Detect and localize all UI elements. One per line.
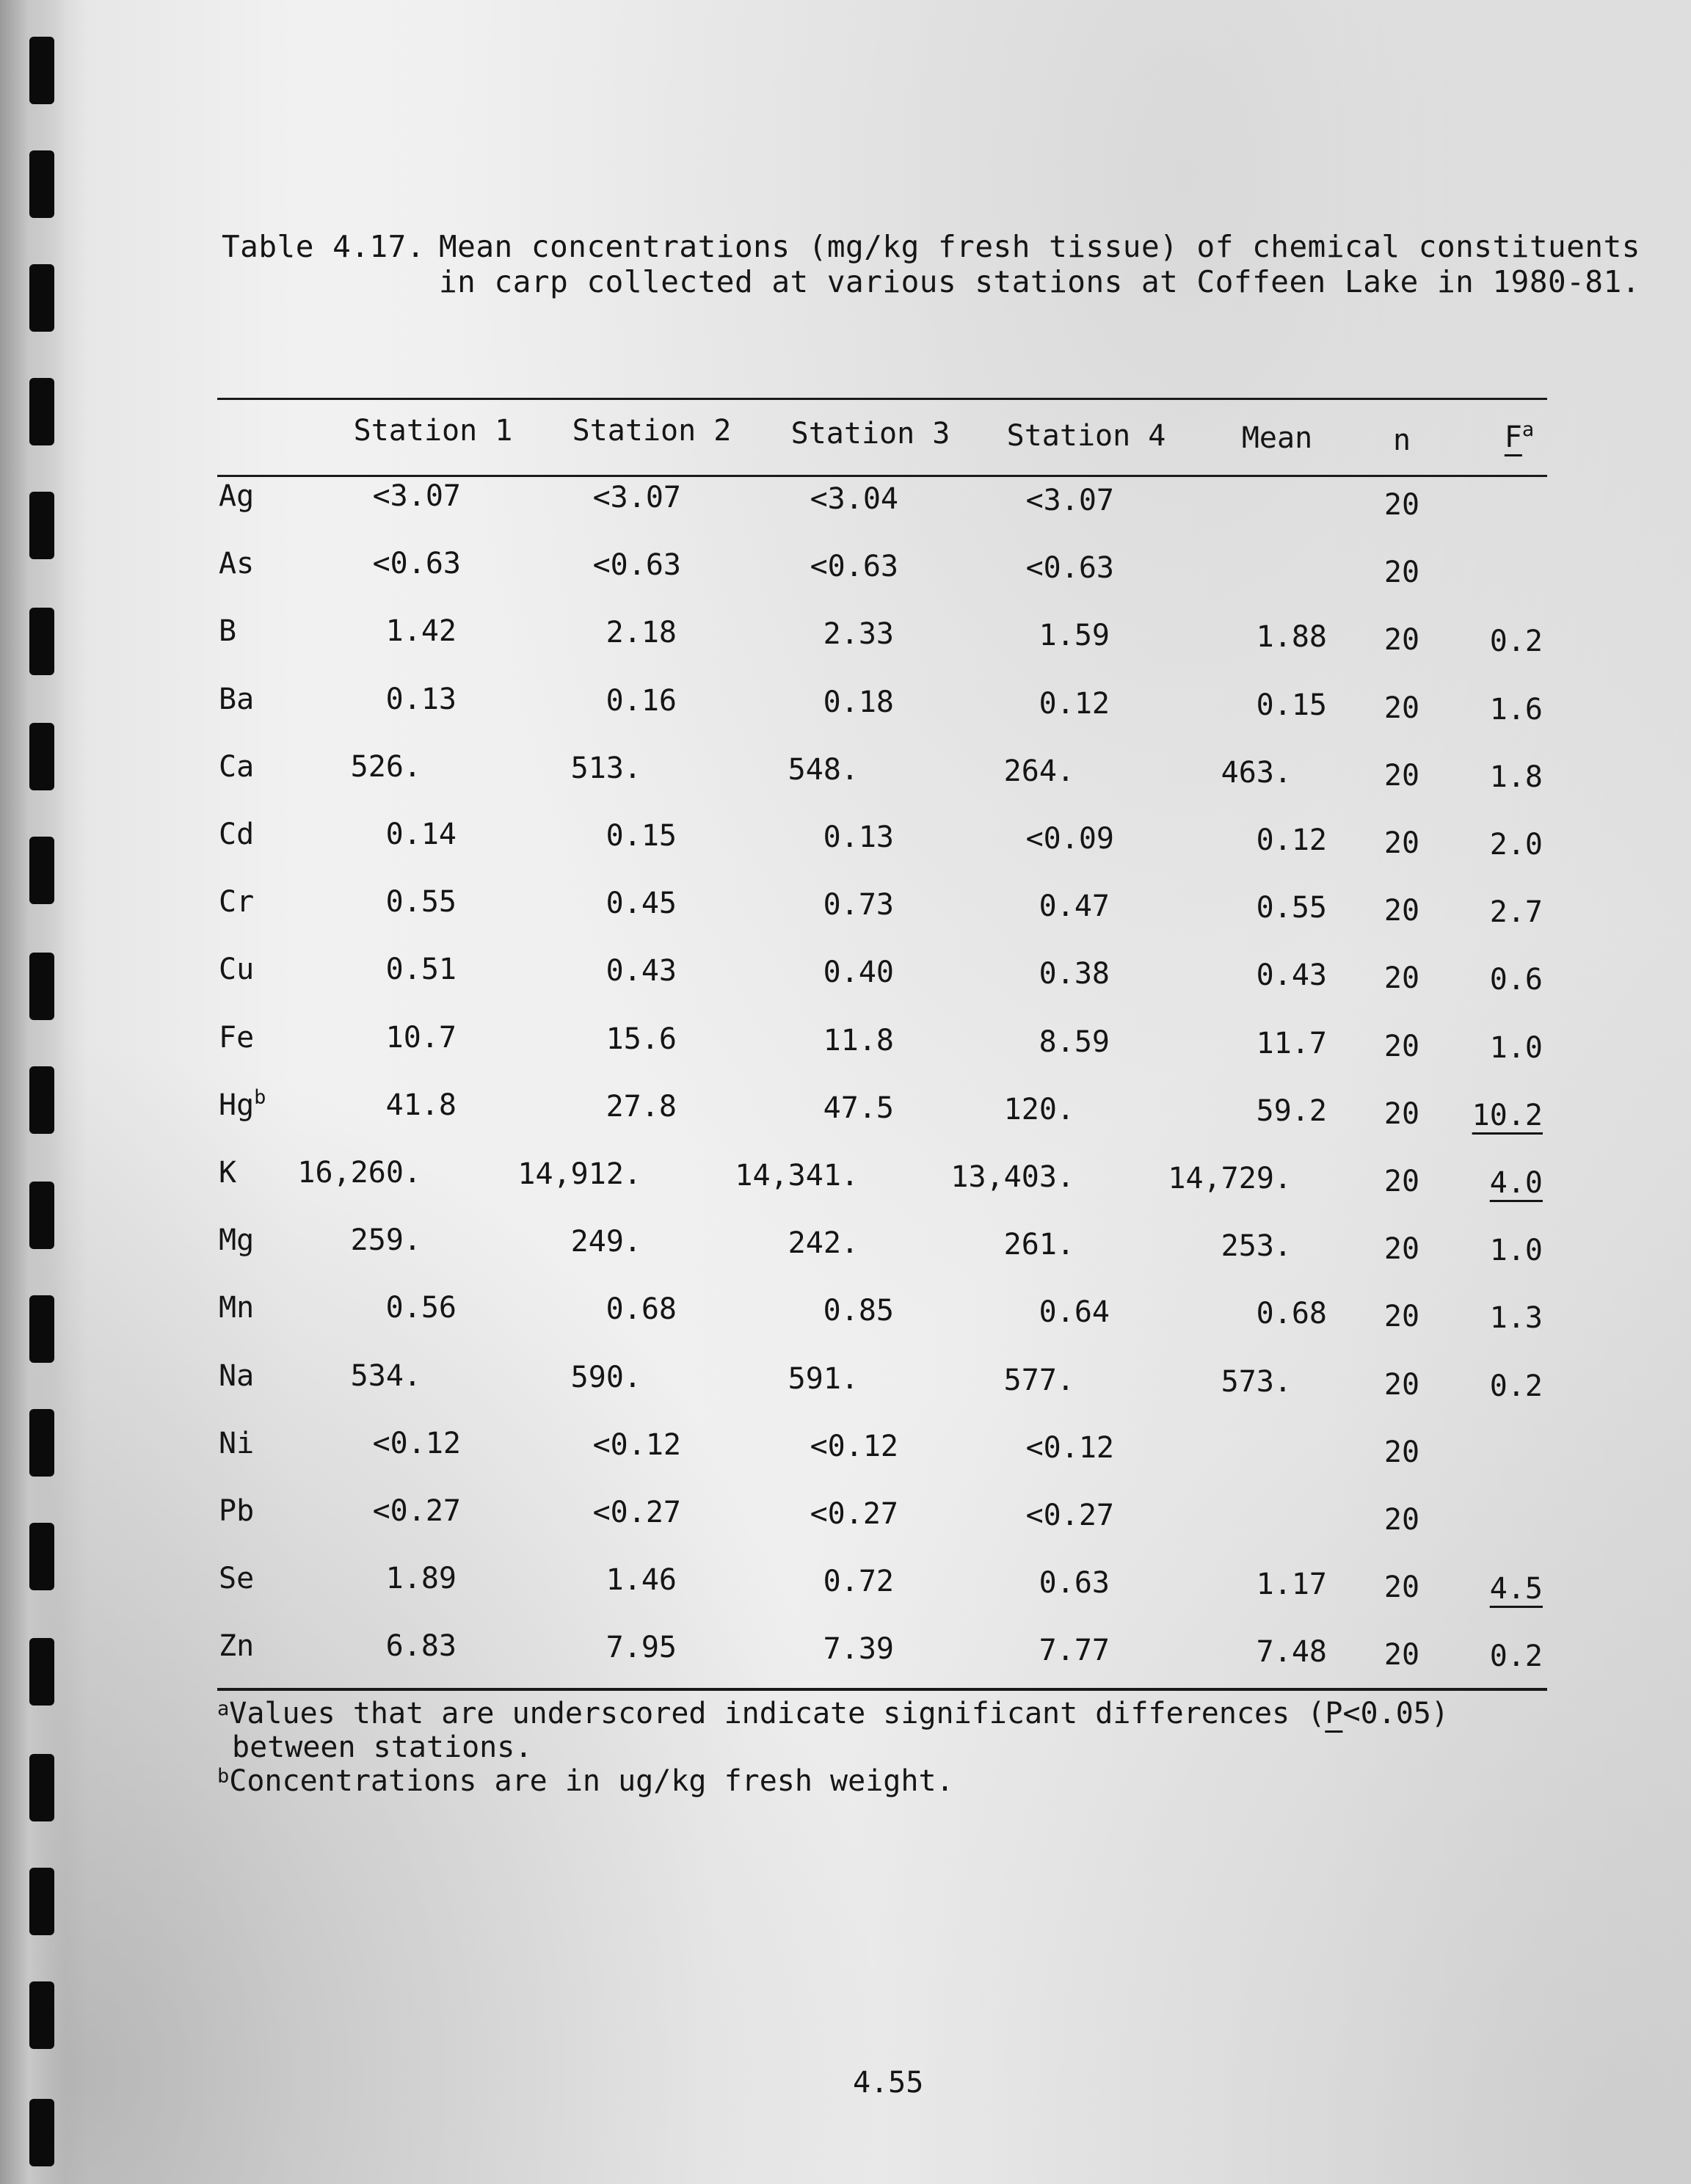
- header-f: [1483, 420, 1556, 455]
- cell-mean: 0.12: [1256, 823, 1327, 857]
- header-f-label: F: [1504, 421, 1522, 454]
- cell-station-2: 2.18: [606, 616, 677, 649]
- cell-station-4: 0.63: [1039, 1566, 1110, 1600]
- punch-hole: [29, 953, 54, 1020]
- punch-hole: [29, 37, 54, 104]
- cell-station-1: <0.27: [372, 1494, 461, 1528]
- cell-mean: 573.: [1221, 1365, 1292, 1399]
- cell-station-4: 8.59: [1039, 1025, 1110, 1059]
- cell-station-4: <3.07: [1025, 484, 1114, 517]
- cell-station-2: 27.8: [606, 1090, 677, 1124]
- cell-station-3: <0.63: [810, 550, 898, 583]
- caption-label: Table 4.17.: [222, 229, 426, 264]
- f-value: 1.0: [1489, 1234, 1543, 1267]
- table-top-rule: [217, 398, 1547, 400]
- header-station-4: Station 4: [1006, 419, 1166, 453]
- cell-station-2: 0.15: [606, 819, 677, 853]
- cell-station-3: 591.: [788, 1362, 859, 1396]
- cell-element: [219, 614, 236, 649]
- cell-mean: 0.43: [1256, 958, 1327, 992]
- cell-station-4: 0.38: [1039, 957, 1110, 991]
- cell-f: [1396, 692, 1543, 727]
- table-header-rule: [217, 475, 1547, 477]
- cell-station-2: <0.63: [592, 548, 681, 582]
- cell-mean: 59.2: [1256, 1094, 1327, 1128]
- element-symbol: K: [219, 1156, 237, 1190]
- cell-station-4: 264.: [1003, 754, 1074, 788]
- element-symbol: As: [219, 547, 255, 580]
- cell-station-3: 14,341.: [735, 1159, 859, 1193]
- header-station-1: Station 1: [353, 414, 513, 448]
- footnote-a-text-1: Values that are underscored indicate significant differences (: [229, 1697, 1325, 1730]
- f-value-significant: 4.0: [1489, 1166, 1543, 1200]
- cell-station-1: 534.: [350, 1359, 421, 1393]
- element-symbol: Mn: [219, 1291, 255, 1325]
- cell-station-2: 0.68: [606, 1292, 677, 1326]
- cell-station-1: 6.83: [385, 1629, 457, 1663]
- f-value: 1.8: [1489, 760, 1543, 794]
- cell-f: [1396, 1233, 1543, 1268]
- punch-hole: [29, 1754, 54, 1821]
- element-footnote-mark: b: [254, 1086, 266, 1109]
- cell-mean: 0.15: [1256, 688, 1327, 722]
- cell-station-2: 15.6: [606, 1022, 677, 1056]
- cell-n: 20: [1383, 1638, 1420, 1672]
- header-station-3: Station 3: [790, 417, 950, 451]
- cell-station-3: 548.: [788, 753, 859, 787]
- cell-station-4: 0.47: [1039, 889, 1110, 923]
- cell-n: 20: [1383, 1097, 1420, 1131]
- footnote-a: [217, 1697, 1449, 1730]
- element-symbol: Hg: [219, 1088, 255, 1122]
- cell-f: [1396, 1300, 1543, 1336]
- cell-station-3: 0.85: [823, 1294, 894, 1328]
- header-f-footnote-mark: a: [1521, 418, 1535, 441]
- cell-station-2: 0.45: [606, 887, 677, 920]
- cell-n: 20: [1383, 623, 1420, 657]
- punch-hole: [29, 2099, 54, 2166]
- cell-f: [1396, 1165, 1543, 1201]
- cell-station-2: <0.12: [592, 1428, 681, 1462]
- cell-n: 20: [1383, 759, 1420, 793]
- cell-station-4: <0.27: [1025, 1499, 1114, 1532]
- cell-station-3: <0.12: [810, 1430, 898, 1463]
- cell-station-3: <0.27: [810, 1497, 898, 1531]
- cell-station-2: 590.: [570, 1361, 641, 1394]
- cell-n: 20: [1383, 1503, 1420, 1537]
- cell-station-3: 0.72: [823, 1565, 894, 1598]
- f-value-significant: 4.5: [1489, 1572, 1543, 1606]
- footnote-a-line-2: between stations.: [232, 1730, 533, 1764]
- cell-station-3: 0.40: [823, 956, 894, 989]
- cell-station-2: <0.27: [592, 1496, 681, 1529]
- cell-station-2: 513.: [570, 751, 641, 785]
- cell-station-1: 16,260.: [297, 1156, 421, 1190]
- punch-hole: [29, 1182, 54, 1249]
- cell-f: [1396, 1571, 1543, 1606]
- cell-station-1: 10.7: [385, 1021, 457, 1055]
- f-value: 1.0: [1489, 1031, 1543, 1065]
- footnote-b-text: Concentrations are in ug/kg fresh weight.: [229, 1764, 954, 1798]
- cell-mean: 1.17: [1256, 1568, 1327, 1601]
- punch-hole: [29, 1868, 54, 1935]
- punch-hole: [29, 608, 54, 675]
- element-symbol: Pb: [219, 1494, 255, 1528]
- cell-station-1: <3.07: [372, 479, 461, 513]
- cell-station-2: 249.: [570, 1225, 641, 1259]
- element-symbol: Na: [219, 1359, 255, 1393]
- cell-station-2: <3.07: [592, 481, 681, 514]
- cell-n: 20: [1383, 826, 1420, 860]
- cell-f: [1396, 1639, 1543, 1674]
- punch-hole: [29, 150, 54, 218]
- cell-f: [1396, 624, 1543, 659]
- cell-station-1: 259.: [350, 1223, 421, 1257]
- punch-hole: [29, 1981, 54, 2049]
- element-symbol: Ni: [219, 1427, 255, 1460]
- punch-hole: [29, 1066, 54, 1134]
- cell-mean: 0.55: [1256, 891, 1327, 925]
- cell-f: [1396, 962, 1543, 997]
- cell-station-1: 0.51: [385, 953, 457, 986]
- cell-mean: 7.48: [1256, 1635, 1327, 1669]
- cell-n: 20: [1383, 556, 1420, 589]
- punch-hole: [29, 1409, 54, 1477]
- f-value: 1.3: [1489, 1301, 1543, 1335]
- header-n: n: [1392, 423, 1411, 457]
- cell-station-1: 0.56: [385, 1291, 457, 1325]
- punch-hole: [29, 1638, 54, 1706]
- cell-f: [1396, 1098, 1543, 1133]
- punch-hole: [29, 723, 54, 790]
- header-mean: Mean: [1241, 421, 1313, 455]
- table-bottom-rule: [217, 1688, 1547, 1691]
- cell-station-4: <0.09: [1025, 822, 1114, 856]
- cell-n: 20: [1383, 961, 1420, 995]
- f-value: 0.2: [1489, 625, 1543, 658]
- punch-hole: [29, 378, 54, 445]
- cell-mean: 0.68: [1256, 1297, 1327, 1331]
- cell-station-1: 0.55: [385, 885, 457, 919]
- cell-station-3: 0.18: [823, 685, 894, 719]
- header-station-2: Station 2: [572, 414, 732, 448]
- cell-station-2: 1.46: [606, 1563, 677, 1597]
- caption-line-1: Mean concentrations (mg/kg fresh tissue) of chemical constituents: [439, 229, 1640, 264]
- cell-station-4: 577.: [1003, 1364, 1074, 1397]
- f-value: 0.2: [1489, 1639, 1543, 1673]
- cell-station-4: 13,403.: [950, 1160, 1074, 1194]
- element-symbol: Zn: [219, 1629, 255, 1663]
- element-symbol: Cd: [219, 818, 255, 851]
- page-number: 4.55: [853, 2066, 924, 2100]
- cell-f: [1396, 1030, 1543, 1066]
- cell-station-2: 14,912.: [517, 1157, 641, 1191]
- cell-station-3: <3.04: [810, 482, 898, 516]
- cell-f: [1396, 760, 1543, 795]
- element-symbol: Ca: [219, 750, 255, 784]
- cell-station-3: 11.8: [823, 1024, 894, 1058]
- cell-mean: 253.: [1221, 1229, 1292, 1263]
- cell-n: 20: [1383, 1030, 1420, 1063]
- footnote-b-mark: b: [217, 1765, 230, 1788]
- element-symbol: B: [219, 614, 237, 648]
- cell-station-3: 242.: [788, 1226, 859, 1260]
- cell-station-2: 7.95: [606, 1631, 677, 1664]
- cell-n: 20: [1383, 488, 1420, 522]
- cell-n: 20: [1383, 1570, 1420, 1604]
- cell-f: [1396, 827, 1543, 862]
- cell-n: 20: [1383, 894, 1420, 928]
- element-symbol: Mg: [219, 1223, 255, 1257]
- cell-station-4: 261.: [1003, 1228, 1074, 1262]
- cell-station-1: 0.13: [385, 682, 457, 716]
- cell-station-2: 0.16: [606, 684, 677, 718]
- cell-mean: 11.7: [1256, 1027, 1327, 1060]
- cell-station-1: <0.12: [372, 1427, 461, 1460]
- punch-hole: [29, 837, 54, 904]
- footnote-a-mark: a: [217, 1697, 230, 1720]
- f-value: 1.6: [1489, 693, 1543, 727]
- cell-station-3: 0.13: [823, 820, 894, 854]
- cell-station-3: 0.73: [823, 888, 894, 922]
- cell-station-1: 41.8: [385, 1088, 457, 1122]
- element-symbol: Cu: [219, 953, 255, 986]
- f-value: 0.6: [1489, 963, 1543, 997]
- cell-station-1: 526.: [350, 750, 421, 784]
- footnote-a-text-2: <0.05): [1342, 1697, 1449, 1730]
- punch-hole: [29, 492, 54, 559]
- cell-n: 20: [1383, 1435, 1420, 1469]
- f-value: 2.0: [1489, 828, 1543, 862]
- f-value: 0.2: [1489, 1369, 1543, 1403]
- cell-mean: 1.88: [1256, 620, 1327, 654]
- caption-line-2: in carp collected at various stations at Coffeen Lake in 1980-81.: [439, 264, 1640, 299]
- punch-hole: [29, 1295, 54, 1363]
- punch-hole: [29, 1523, 54, 1590]
- element-symbol: Se: [219, 1562, 255, 1595]
- footnote-b: [217, 1764, 954, 1798]
- cell-station-3: 2.33: [823, 617, 894, 651]
- f-value: 2.7: [1489, 895, 1543, 929]
- cell-station-4: <0.63: [1025, 551, 1114, 585]
- cell-f: [1396, 1369, 1543, 1404]
- cell-n: 20: [1383, 1300, 1420, 1333]
- cell-station-4: 1.59: [1039, 619, 1110, 652]
- cell-station-3: 47.5: [823, 1091, 894, 1125]
- cell-n: 20: [1383, 691, 1420, 725]
- cell-station-3: 7.39: [823, 1632, 894, 1666]
- element-symbol: Cr: [219, 885, 255, 919]
- cell-station-4: 0.12: [1039, 687, 1110, 721]
- cell-station-4: <0.12: [1025, 1431, 1114, 1465]
- cell-station-4: 0.64: [1039, 1295, 1110, 1329]
- cell-n: 20: [1383, 1368, 1420, 1402]
- cell-mean: 14,729.: [1168, 1162, 1292, 1195]
- table-caption: [222, 229, 1640, 299]
- cell-station-4: 7.77: [1039, 1634, 1110, 1667]
- element-symbol: Fe: [219, 1021, 255, 1055]
- cell-station-1: 1.42: [385, 614, 457, 648]
- cell-n: 20: [1383, 1165, 1420, 1198]
- cell-station-1: 0.14: [385, 818, 457, 851]
- element-symbol: Ag: [219, 479, 255, 513]
- cell-n: 20: [1383, 1232, 1420, 1266]
- cell-station-1: 1.89: [385, 1562, 457, 1595]
- element-symbol: Ba: [219, 682, 255, 716]
- punch-hole: [29, 264, 54, 332]
- cell-station-1: <0.63: [372, 547, 461, 580]
- footnote-a-p: P: [1325, 1697, 1343, 1730]
- cell-mean: 463.: [1221, 756, 1292, 790]
- f-value-significant: 10.2: [1472, 1099, 1543, 1132]
- cell-f: [1396, 895, 1543, 930]
- cell-station-4: 120.: [1003, 1093, 1074, 1126]
- cell-station-2: 0.43: [606, 954, 677, 988]
